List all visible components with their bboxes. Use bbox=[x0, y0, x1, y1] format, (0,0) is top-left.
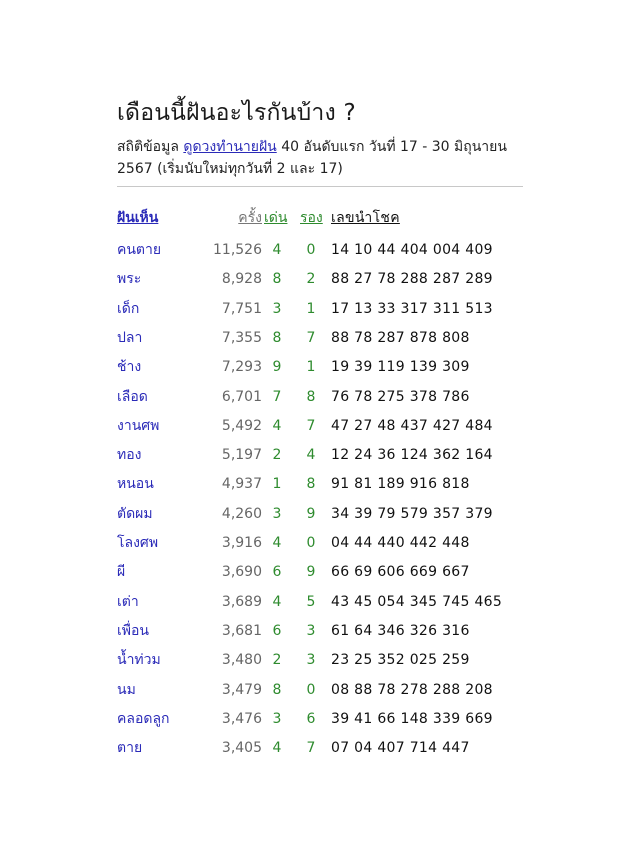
subtitle bbox=[117, 136, 527, 180]
hot-digit-cell: 7 bbox=[272, 388, 282, 405]
hot-digit-cell: 8 bbox=[272, 271, 282, 288]
table-row bbox=[117, 356, 527, 378]
count-cell: 7,293 bbox=[221, 359, 262, 376]
hot-digit-cell: 4 bbox=[272, 593, 282, 610]
count-cell: 3,689 bbox=[221, 593, 262, 610]
table-row bbox=[117, 503, 527, 525]
lucky-numbers-cell: 39 41 66 148 339 669 bbox=[331, 710, 493, 727]
hot-digit-cell: 4 bbox=[272, 417, 282, 434]
hot-digit-cell: 3 bbox=[272, 710, 282, 727]
secondary-digit-cell: 3 bbox=[306, 622, 316, 639]
dream-interpretation-link[interactable]: ดูดวงทำนายฝัน bbox=[183, 139, 277, 155]
subtitle-prefix: สถิติข้อมูล bbox=[117, 139, 184, 155]
dream-link[interactable]: นม bbox=[117, 681, 136, 698]
lucky-numbers-cell: 47 27 48 437 427 484 bbox=[331, 417, 493, 434]
dream-link[interactable]: คลอดลูก bbox=[117, 710, 170, 727]
table-row bbox=[117, 268, 527, 290]
table-row bbox=[117, 239, 527, 261]
table-row bbox=[117, 737, 527, 759]
table-row bbox=[117, 327, 527, 349]
dream-link[interactable]: เด็ก bbox=[117, 300, 140, 317]
hot-digit-cell: 2 bbox=[272, 652, 282, 669]
table-row bbox=[117, 620, 527, 642]
subtitle-suffix: 40 อันดับแรก วันที่ 17 - 30 มิถุนายน bbox=[276, 139, 507, 155]
table-row bbox=[117, 708, 527, 730]
secondary-digit-cell: 7 bbox=[306, 329, 316, 346]
dream-link[interactable]: หนอน bbox=[117, 476, 154, 493]
secondary-digit-cell: 9 bbox=[306, 505, 316, 522]
lucky-numbers-cell: 12 24 36 124 362 164 bbox=[331, 447, 493, 464]
lucky-numbers-cell: 07 04 407 714 447 bbox=[331, 740, 470, 757]
table-row bbox=[117, 298, 527, 320]
table-row bbox=[117, 386, 527, 408]
secondary-digit-cell: 8 bbox=[306, 476, 316, 493]
hot-digit-cell: 3 bbox=[272, 505, 282, 522]
lucky-numbers-cell: 34 39 79 579 357 379 bbox=[331, 505, 493, 522]
hot-digit-cell: 4 bbox=[272, 535, 282, 551]
dream-link[interactable]: ช้าง bbox=[117, 359, 142, 376]
count-cell: 3,480 bbox=[221, 652, 262, 669]
column-header-hot[interactable]: เด่น bbox=[264, 210, 288, 226]
count-cell: 3,681 bbox=[221, 622, 262, 639]
hot-digit-cell: 8 bbox=[272, 681, 282, 698]
count-cell: 4,260 bbox=[221, 505, 262, 522]
dream-link[interactable]: คนตาย bbox=[117, 242, 162, 258]
hot-digit-cell: 1 bbox=[272, 476, 282, 493]
table-row bbox=[117, 561, 527, 583]
secondary-digit-cell: 9 bbox=[306, 564, 316, 581]
dream-link[interactable]: ตัดผม bbox=[117, 505, 153, 522]
secondary-digit-cell: 7 bbox=[306, 740, 316, 757]
hot-digit-cell: 4 bbox=[272, 242, 282, 258]
lucky-numbers-cell: 23 25 352 025 259 bbox=[331, 652, 470, 669]
secondary-digit-cell: 1 bbox=[306, 300, 316, 317]
lucky-numbers-cell: 04 44 440 442 448 bbox=[331, 535, 470, 551]
column-header-secondary[interactable]: รอง bbox=[300, 210, 323, 226]
table-row bbox=[117, 649, 527, 671]
count-cell: 11,526 bbox=[213, 242, 262, 258]
count-cell: 3,690 bbox=[221, 564, 262, 581]
count-cell: 3,479 bbox=[221, 681, 262, 698]
secondary-digit-cell: 8 bbox=[306, 388, 316, 405]
dream-link[interactable]: พระ bbox=[117, 271, 142, 288]
column-header-count[interactable]: ครั้ง bbox=[238, 210, 262, 226]
dream-link[interactable]: ทอง bbox=[117, 447, 142, 464]
lucky-numbers-cell: 88 78 287 878 808 bbox=[331, 329, 470, 346]
column-header-numbers[interactable]: เลขนำโชค bbox=[331, 210, 400, 226]
secondary-digit-cell: 6 bbox=[306, 710, 316, 727]
dream-link[interactable]: เลือด bbox=[117, 388, 148, 405]
subtitle-line2: 2567 (เริ่มนับใหม่ทุกวันที่ 2 และ 17) bbox=[117, 161, 343, 177]
table-row bbox=[117, 473, 527, 495]
lucky-numbers-cell: 66 69 606 669 667 bbox=[331, 564, 470, 581]
table-row bbox=[117, 679, 527, 701]
hot-digit-cell: 6 bbox=[272, 564, 282, 581]
lucky-numbers-cell: 43 45 054 345 745 465 bbox=[331, 593, 503, 610]
dream-link[interactable]: เต่า bbox=[117, 593, 139, 610]
table-header bbox=[117, 207, 527, 229]
table-row bbox=[117, 415, 527, 437]
lucky-numbers-cell: 17 13 33 317 311 513 bbox=[331, 300, 493, 317]
count-cell: 3,476 bbox=[221, 710, 262, 727]
lucky-numbers-cell: 61 64 346 326 316 bbox=[331, 622, 470, 639]
secondary-digit-cell: 3 bbox=[306, 652, 316, 669]
table-row bbox=[117, 444, 527, 466]
lucky-numbers-cell: 19 39 119 139 309 bbox=[331, 359, 470, 376]
secondary-digit-cell: 2 bbox=[306, 271, 316, 288]
secondary-digit-cell: 1 bbox=[306, 359, 316, 376]
dream-link[interactable]: น้ำท่วม bbox=[117, 652, 161, 669]
table-row bbox=[117, 591, 527, 613]
dream-link[interactable]: เพื่อน bbox=[117, 622, 149, 639]
count-cell: 3,405 bbox=[221, 740, 262, 757]
table-row bbox=[117, 532, 527, 554]
lucky-numbers-cell: 88 27 78 288 287 289 bbox=[331, 271, 493, 288]
divider bbox=[117, 186, 523, 187]
dream-link[interactable]: งานศพ bbox=[117, 417, 160, 434]
hot-digit-cell: 4 bbox=[272, 740, 282, 757]
count-cell: 6,701 bbox=[221, 388, 262, 405]
secondary-digit-cell: 0 bbox=[306, 242, 316, 258]
count-cell: 8,928 bbox=[221, 271, 262, 288]
count-cell: 5,492 bbox=[221, 417, 262, 434]
hot-digit-cell: 3 bbox=[272, 300, 282, 317]
count-cell: 7,355 bbox=[221, 329, 262, 346]
hot-digit-cell: 8 bbox=[272, 329, 282, 346]
secondary-digit-cell: 4 bbox=[306, 447, 316, 464]
count-cell: 3,916 bbox=[221, 535, 262, 551]
lucky-numbers-cell: 91 81 189 916 818 bbox=[331, 476, 470, 493]
hot-digit-cell: 6 bbox=[272, 622, 282, 639]
secondary-digit-cell: 7 bbox=[306, 417, 316, 434]
dream-link[interactable]: โลงศพ bbox=[117, 535, 159, 551]
count-cell: 7,751 bbox=[221, 300, 262, 317]
dream-link[interactable]: ผี bbox=[117, 564, 126, 581]
page-title: เดือนนี้ฝันอะไรกันบ้าง ? bbox=[117, 100, 356, 126]
count-cell: 4,937 bbox=[221, 476, 262, 493]
dream-link[interactable]: ตาย bbox=[117, 740, 143, 757]
lucky-numbers-cell: 14 10 44 404 004 409 bbox=[331, 242, 493, 258]
lucky-numbers-cell: 76 78 275 378 786 bbox=[331, 388, 470, 405]
secondary-digit-cell: 5 bbox=[306, 593, 316, 610]
lucky-numbers-cell: 08 88 78 278 288 208 bbox=[331, 681, 493, 698]
dream-link[interactable]: ปลา bbox=[117, 329, 143, 346]
secondary-digit-cell: 0 bbox=[306, 681, 316, 698]
hot-digit-cell: 2 bbox=[272, 447, 282, 464]
hot-digit-cell: 9 bbox=[272, 359, 282, 376]
secondary-digit-cell: 0 bbox=[306, 535, 316, 551]
column-header-dream[interactable]: ฝันเห็น bbox=[117, 210, 159, 226]
count-cell: 5,197 bbox=[221, 447, 262, 464]
